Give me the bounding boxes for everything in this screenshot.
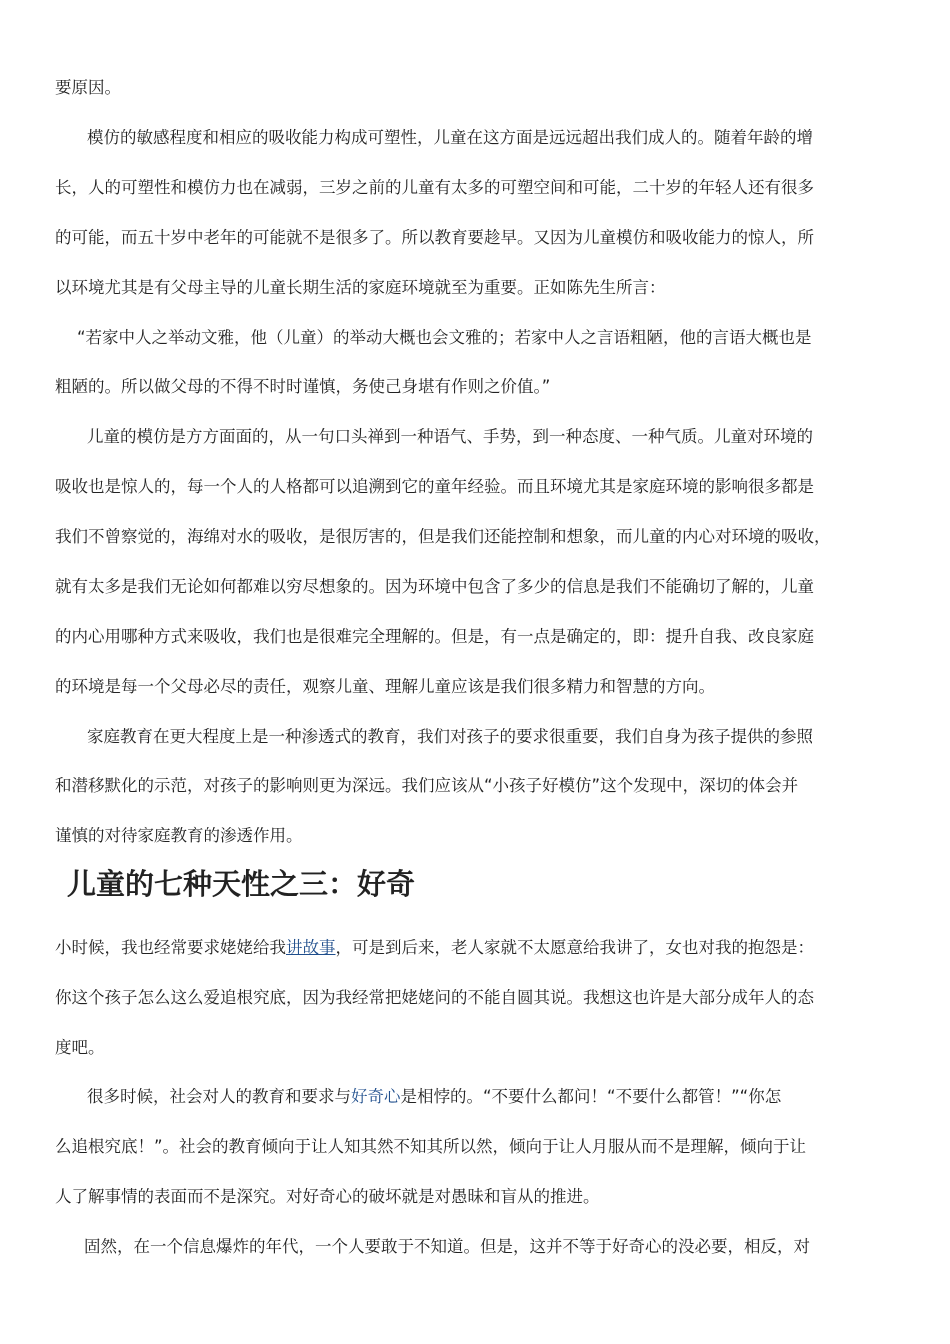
paragraph-line: 就有太多是我们无论如何都难以穷尽想象的。因为环境中包含了多少的信息是我们不能确切了解的，儿童 bbox=[55, 577, 814, 596]
text-segment: 小时候，我也经常要求姥姥给我 bbox=[55, 938, 286, 957]
paragraph-line: 度吧。 bbox=[55, 1038, 105, 1057]
paragraph-line: 要原因。 bbox=[55, 78, 121, 97]
section-heading: 儿童的七种天性之三：好奇 bbox=[67, 867, 416, 901]
paragraph-line: 长，人的可塑性和模仿力也在减弱，三岁之前的儿童有太多的可塑空间和可能，二十岁的年轻人还有很多 bbox=[55, 178, 814, 197]
paragraph-line: 人了解事情的表面而不是深究。对好奇心的破坏就是对愚昧和盲从的推进。 bbox=[55, 1187, 600, 1206]
paragraph-line: 固然，在一个信息爆炸的年代，一个人要敢于不知道。但是，这并不等于好奇心的没必要，相反，对 bbox=[84, 1237, 810, 1256]
paragraph-line: 的内心用哪种方式来吸收，我们也是很难完全理解的。但是，有一点是确定的，即：提升自我、改良家庭 bbox=[55, 627, 814, 646]
curiosity-link[interactable]: 好奇心 bbox=[351, 1087, 401, 1106]
paragraph-line: 的可能，而五十岁中老年的可能就不是很多了。所以教育要趁早。又因为儿童模仿和吸收能力的惊人，所 bbox=[55, 228, 814, 247]
paragraph-line: 儿童的模仿是方方面面的，从一句口头禅到一种语气、手势，到一种态度、一种气质。儿童对环境的 bbox=[87, 427, 813, 446]
paragraph-line bbox=[55, 936, 905, 960]
paragraph-line: 你这个孩子怎么这么爱追根究底，因为我经常把姥姥问的不能自圆其说。我想这也许是大部分成年人的态 bbox=[55, 988, 814, 1007]
text-segment: 是相悖的。“不要什么都问！“不要什么都管！”“你怎 bbox=[400, 1087, 782, 1106]
paragraph-line bbox=[87, 1085, 905, 1109]
storytelling-link[interactable]: 讲故事 bbox=[286, 938, 336, 957]
paragraph-line: 家庭教育在更大程度上是一种渗透式的教育，我们对孩子的要求很重要，我们自身为孩子提供的参照 bbox=[87, 727, 813, 746]
paragraph-line: 吸收也是惊人的，每一个人的人格都可以追溯到它的童年经验。而且环境尤其是家庭环境的影响很多都是 bbox=[55, 477, 814, 496]
quote-line: “若家中人之举动文雅，他（儿童）的举动大概也会文雅的；若家中人之言语粗陋，他的言语大概也是 bbox=[77, 328, 812, 347]
paragraph-line: 和潜移默化的示范，对孩子的影响则更为深远。我们应该从“小孩子好模仿”这个发现中，深切的体会并 bbox=[55, 776, 799, 795]
paragraph-line: 么追根究底！”。社会的教育倾向于让人知其然不知其所以然，倾向于让人月服从而不是理解，倾向于让 bbox=[55, 1137, 807, 1156]
paragraph-line: 谨慎的对待家庭教育的渗透作用。 bbox=[55, 826, 303, 845]
text-segment: 很多时候，社会对人的教育和要求与 bbox=[87, 1087, 351, 1106]
paragraph-line: 的环境是每一个父母必尽的责任，观察儿童、理解儿童应该是我们很多精力和智慧的方向。 bbox=[55, 677, 715, 696]
paragraph-line: 我们不曾察觉的，海绵对水的吸收，是很厉害的，但是我们还能控制和想象，而儿童的内心对环境的吸收， bbox=[55, 527, 831, 546]
quote-line: 粗陋的。所以做父母的不得不时时谨慎，务使己身堪有作则之价值。” bbox=[55, 377, 551, 396]
text-segment: ，可是到后来，老人家就不太愿意给我讲了，女也对我的抱怨是： bbox=[335, 938, 814, 957]
paragraph-line: 以环境尤其是有父母主导的儿童长期生活的家庭环境就至为重要。正如陈先生所言： bbox=[55, 278, 666, 297]
paragraph-line: 模仿的敏感程度和相应的吸收能力构成可塑性，儿童在这方面是远远超出我们成人的。随着年龄的增 bbox=[87, 128, 813, 147]
